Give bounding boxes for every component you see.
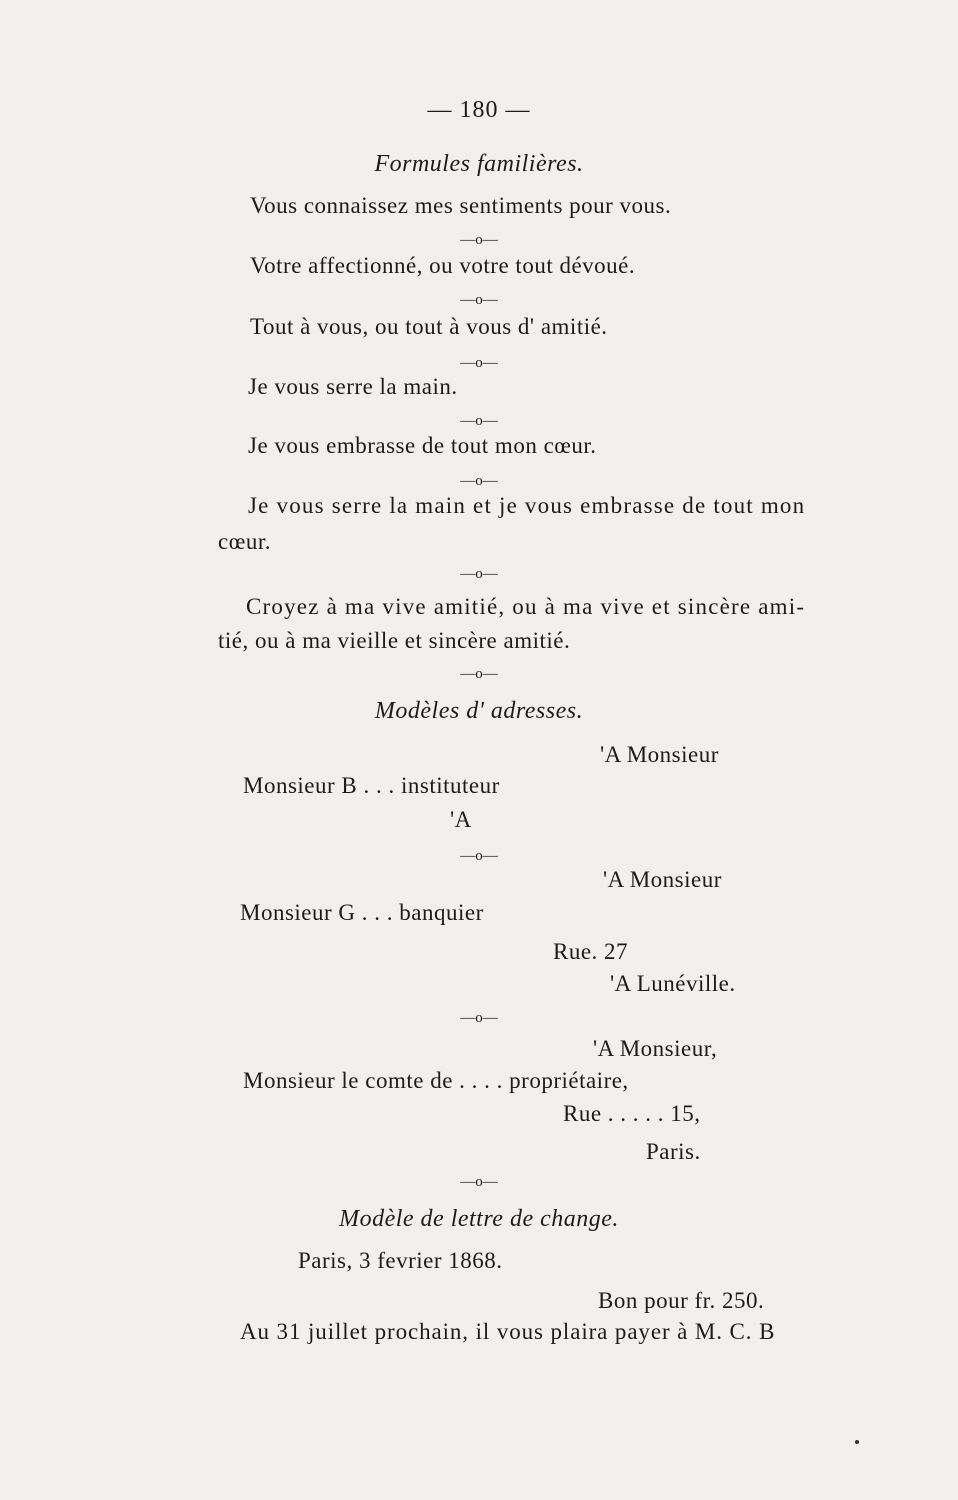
formula-line-5: Je vous embrasse de tout mon cœur. [248, 433, 597, 458]
address3-line1: 'A Monsieur, [593, 1036, 718, 1061]
formula-line-2: Votre affectionné, ou votre tout dévoué. [250, 253, 636, 278]
separator: —o— [460, 566, 498, 582]
formula-line-1: Vous connaissez mes sentiments pour vous. [250, 193, 672, 218]
separator: —o— [460, 473, 498, 489]
page-number: — 180 — [427, 97, 531, 123]
address2-line4: 'A Lunéville. [610, 971, 736, 996]
separator: —o— [460, 413, 498, 429]
ink-speck [855, 1440, 859, 1444]
address1-line3: 'A [450, 807, 472, 832]
section-title-formulas: Formules familières. [374, 151, 584, 177]
separator: —o— [460, 292, 498, 308]
bill-body-line: Au 31 juillet prochain, il vous plaira payer à M. C. B [240, 1319, 776, 1344]
address2-line1: 'A Monsieur [603, 867, 722, 892]
section-title-addresses: Modèles d' adresses. [374, 698, 584, 724]
section-title-bill-of-exchange: Modèle de lettre de change. [339, 1206, 619, 1232]
formula-line-6: Je vous serre la main et je vous embrasse de tout mon [248, 493, 806, 518]
address3-line4: Paris. [646, 1139, 701, 1164]
address3-line2: Monsieur le comte de . . . . propriétaire, [243, 1068, 629, 1093]
address2-line3: Rue. 27 [553, 939, 629, 964]
separator: —o— [460, 232, 498, 248]
separator: —o— [460, 848, 498, 864]
formula-line-7: Croyez à ma vive amitié, ou à ma vive et sincère ami- [246, 594, 806, 619]
formula-line-4: Je vous serre la main. [248, 374, 458, 399]
bill-date-line: Paris, 3 fevrier 1868. [298, 1248, 503, 1273]
separator: —o— [460, 1010, 498, 1026]
address2-line2: Monsieur G . . . banquier [240, 900, 484, 925]
address3-line3: Rue . . . . . 15, [563, 1101, 701, 1126]
separator: —o— [460, 666, 498, 682]
formula-line-3: Tout à vous, ou tout à vous d' amitié. [250, 314, 608, 339]
separator: —o— [460, 355, 498, 371]
bill-amount-line: Bon pour fr. 250. [598, 1288, 765, 1313]
formula-line-7-cont: tié, ou à ma vieille et sincère amitié. [218, 628, 571, 653]
address1-line2: Monsieur B . . . instituteur [243, 773, 500, 798]
formula-line-6-cont: cœur. [218, 529, 271, 554]
separator: —o— [460, 1174, 498, 1190]
address1-line1: 'A Monsieur [600, 742, 719, 767]
